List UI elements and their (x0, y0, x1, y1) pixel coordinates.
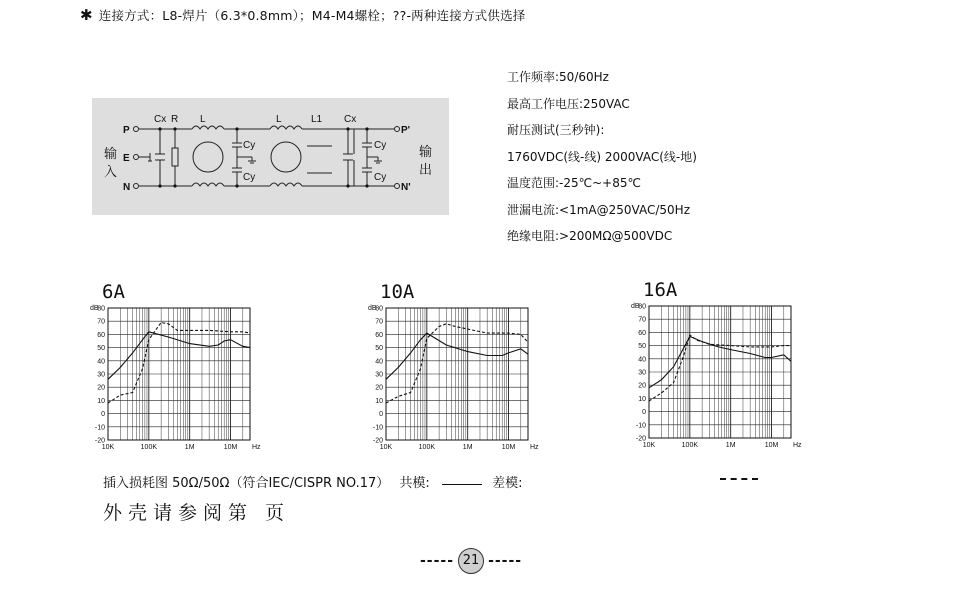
y-tick-label: 10 (97, 397, 105, 405)
y-tick-label: 70 (375, 318, 383, 326)
cy3-label: Cy (374, 140, 387, 151)
x-tick-label: 10K (642, 442, 656, 449)
y-tick-label: 0 (642, 409, 646, 417)
spec-withstand-title: 耐压测试(三秒钟): (507, 123, 605, 137)
y-tick-label: 0 (379, 411, 383, 419)
solid-line-sample (442, 484, 482, 485)
y-tick-label: 60 (375, 331, 383, 339)
output-label-1: 输 (419, 144, 433, 159)
y-tick-label: 40 (638, 356, 646, 364)
y-tick-label: 30 (97, 371, 105, 379)
terminal-n-label: N (123, 182, 131, 193)
page-number-block (420, 548, 522, 574)
x-tick-label: 10M (501, 444, 516, 451)
x-tick-label: 1M (462, 444, 473, 451)
y-tick-label: 10 (638, 395, 646, 403)
y-tick-label: 60 (638, 329, 646, 337)
common-mode-label: 共模: (399, 476, 430, 491)
y-tick-label: 0 (101, 411, 105, 419)
y-axis-unit-label: dB (631, 303, 640, 310)
filter-schematic (92, 98, 449, 215)
chart-16a (629, 276, 809, 456)
l-a-label: L (200, 114, 206, 125)
x-tick-label: 100K (681, 442, 699, 449)
chart-10a (366, 278, 546, 458)
cx1-label: Cx (154, 114, 167, 125)
terminal-e-label: E (123, 153, 130, 164)
y-tick-label: 20 (375, 384, 383, 392)
chart-title: 6A (102, 281, 125, 303)
terminal-p-label: P (123, 125, 130, 136)
dashed-line-sample (720, 478, 758, 480)
connection-method-line (80, 6, 526, 24)
y-tick-label: -20 (635, 435, 646, 443)
cy4-label: Cy (374, 172, 387, 183)
y-tick-label: -10 (372, 424, 383, 432)
y-tick-label: 40 (97, 358, 105, 366)
y-tick-label: 50 (97, 345, 105, 353)
input-label-1: 输 (104, 146, 118, 161)
x-tick-label: 10K (379, 444, 393, 451)
spec-frequency: 工作频率:50/60Hz (507, 70, 609, 84)
y-tick-label: 20 (97, 384, 105, 392)
spec-list (507, 64, 697, 250)
y-tick-label: 30 (375, 371, 383, 379)
spec-temperature: 温度范围:-25℃~+85℃ (507, 176, 641, 190)
y-tick-label: -10 (94, 424, 105, 432)
y-tick-label: 80 (638, 303, 646, 311)
diff-mode-label: 差模: (492, 476, 523, 491)
y-tick-label: 20 (638, 382, 646, 390)
y-tick-label: 40 (375, 358, 383, 366)
x-axis-unit-label: Hz (530, 444, 539, 451)
schematic-diagram (92, 98, 449, 215)
asterisk-icon: ✱ (80, 6, 93, 24)
r-label: R (171, 114, 179, 125)
y-tick-label: 10 (375, 397, 383, 405)
chart-6a (88, 278, 268, 458)
spec-insulation: 绝缘电阻:>200MΩ@500VDC (507, 229, 673, 243)
page-dashes-right: ----- (488, 553, 523, 569)
x-tick-label: 10M (223, 444, 238, 451)
x-tick-label: 1M (184, 444, 195, 451)
page-number: 21 (458, 548, 484, 574)
y-tick-label: 50 (375, 345, 383, 353)
l1-label: L1 (311, 114, 323, 125)
y-tick-label: 80 (97, 305, 105, 313)
x-axis-unit-label: Hz (252, 444, 261, 451)
y-tick-label: 30 (638, 369, 646, 377)
page-dashes-left: ----- (420, 553, 455, 569)
terminal-n-out-label: N' (401, 182, 411, 193)
y-tick-label: 70 (97, 318, 105, 326)
terminal-p-out-label: P' (401, 125, 411, 136)
y-tick-label: 80 (375, 305, 383, 313)
y-tick-label: -20 (94, 437, 105, 445)
l-b-label: L (276, 114, 282, 125)
x-tick-label: 10M (764, 442, 779, 449)
spec-withstand-values: 1760VDC(线-线) 2000VAC(线-地) (507, 149, 697, 164)
y-tick-label: 50 (638, 343, 646, 351)
y-tick-label: -10 (635, 422, 646, 430)
input-label-2: 入 (104, 164, 118, 179)
x-tick-label: 10K (101, 444, 115, 451)
cy2-label: Cy (243, 172, 256, 183)
x-tick-label: 1M (725, 442, 736, 449)
insertion-loss-caption: 插入损耗图 50Ω/50Ω（符合IEC/CISPR NO.17） (103, 476, 390, 491)
x-tick-label: 100K (140, 444, 158, 451)
connection-method-text: 连接方式：L8-焊片（6.3*0.8mm）；M4-M4螺栓；??-两种连接方式供选择 (98, 8, 526, 23)
insertion-loss-legend (103, 472, 528, 491)
cx2-label: Cx (344, 114, 357, 125)
x-axis-unit-label: Hz (793, 442, 802, 449)
cy1-label: Cy (243, 140, 256, 151)
spec-leakage: 泄漏电流:<1mA@250VAC/50Hz (507, 202, 690, 217)
chart-title: 16A (643, 279, 678, 301)
y-axis-unit-label: dB (368, 305, 377, 312)
y-tick-label: 60 (97, 331, 105, 339)
chart-title: 10A (380, 281, 415, 303)
x-tick-label: 100K (418, 444, 436, 451)
y-tick-label: -20 (372, 437, 383, 445)
output-label-2: 出 (419, 162, 433, 177)
y-tick-label: 70 (638, 316, 646, 324)
spec-max-voltage: 最高工作电压:250VAC (507, 96, 630, 111)
y-axis-unit-label: dB (90, 305, 99, 312)
casing-note: 外壳请参阅第 页 (103, 502, 291, 524)
